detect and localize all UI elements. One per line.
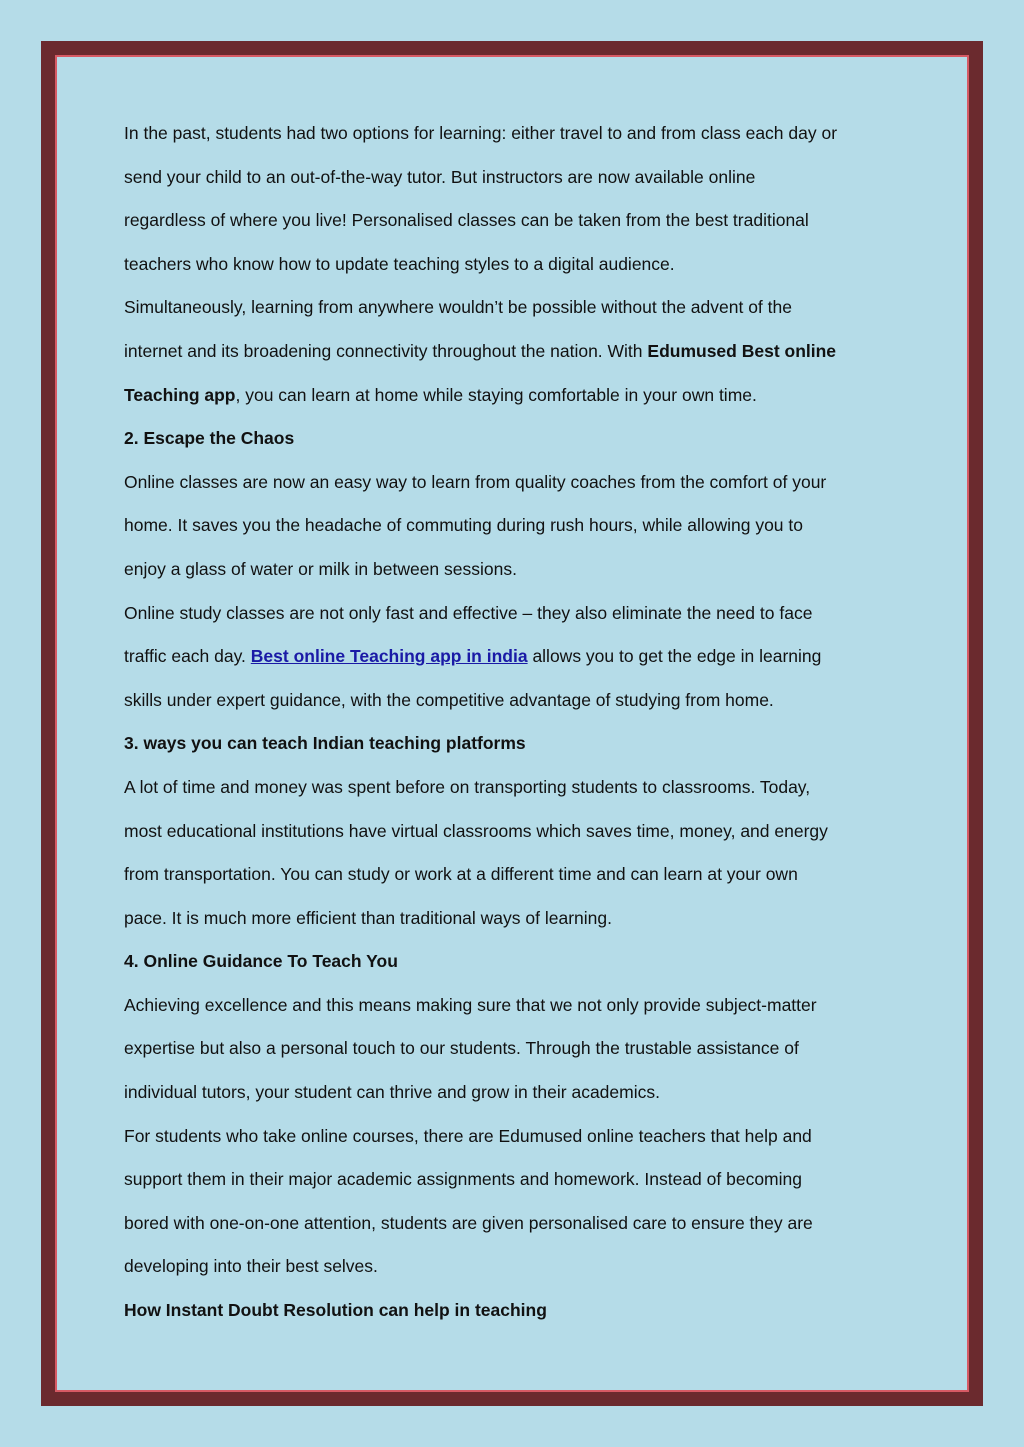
paragraph-line: [124, 635, 914, 679]
paragraph-line: expertise but also a personal touch to our students. Through the trustable assistance of: [124, 1038, 799, 1059]
paragraph-line: In the past, students had two options for learning: either travel to and from class each day or: [124, 123, 838, 143]
text-span: , you can learn at home while staying comfortable in your own time.: [235, 384, 757, 405]
text-span: allows you to get the edge in learning: [527, 646, 822, 667]
paragraph-line: Simultaneously, learning from anywhere wouldn’t be possible without the advent of the: [124, 297, 792, 318]
paragraph-line: home. It saves you the headache of commuting during rush hours, while allowing you to: [124, 515, 803, 536]
paragraph-line: most educational institutions have virtual classrooms which saves time, money, and energy: [124, 820, 828, 841]
paragraph-line: bored with one-on-one attention, students are given personalised care to ensure they are: [124, 1212, 813, 1233]
paragraph-line: Online study classes are not only fast and effective – they also eliminate the need to face: [124, 602, 813, 623]
bold-span: Edumused Best online: [647, 340, 837, 361]
paragraph-line: individual tutors, your student can thrive and grow in their academics.: [124, 1082, 660, 1103]
paragraph-line: teachers who know how to update teaching styles to a digital audience.: [124, 253, 675, 274]
paragraph-line: enjoy a glass of water or milk in between sessions.: [124, 558, 517, 579]
paragraph-line: regardless of where you live! Personalised classes can be taken from the best traditional: [124, 210, 809, 231]
bold-span: Teaching app: [124, 384, 236, 405]
teaching-app-link[interactable]: Best online Teaching app in india: [250, 646, 528, 667]
paragraph-line: [124, 330, 914, 374]
paragraph-line: skills under expert guidance, with the competitive advantage of studying from home.: [124, 689, 774, 710]
text-span: internet and its broadening connectivity throughout the nation. With: [124, 340, 648, 361]
paragraph-line: support them in their major academic assignments and homework. Instead of becoming: [124, 1169, 802, 1190]
paragraph-line: [124, 374, 914, 418]
section-heading: 2. Escape the Chaos: [124, 428, 295, 449]
paragraph-line: Achieving excellence and this means making sure that we not only provide subject-matter: [124, 994, 817, 1015]
paragraph-line: send your child to an out-of-the-way tutor. But instructors are now available online: [124, 166, 756, 187]
text-span: traffic each day.: [124, 646, 251, 667]
paragraph-line: Online classes are now an easy way to learn from quality coaches from the comfort of your: [124, 471, 827, 492]
paragraph-line: For students who take online courses, there are Edumused online teachers that help and: [124, 1125, 812, 1146]
paragraph-line: from transportation. You can study or work at a different time and can learn at your own: [124, 864, 798, 885]
paragraph-line: pace. It is much more efficient than traditional ways of learning.: [124, 907, 612, 928]
section-heading: 4. Online Guidance To Teach You: [124, 951, 398, 972]
section-heading: 3. ways you can teach Indian teaching platforms: [124, 733, 526, 754]
paragraph-line: A lot of time and money was spent before on transporting students to classrooms. Today,: [124, 776, 811, 797]
paragraph-line: developing into their best selves.: [124, 1256, 378, 1277]
document-body: [124, 112, 914, 1333]
section-heading: How Instant Doubt Resolution can help in teaching: [124, 1300, 547, 1321]
